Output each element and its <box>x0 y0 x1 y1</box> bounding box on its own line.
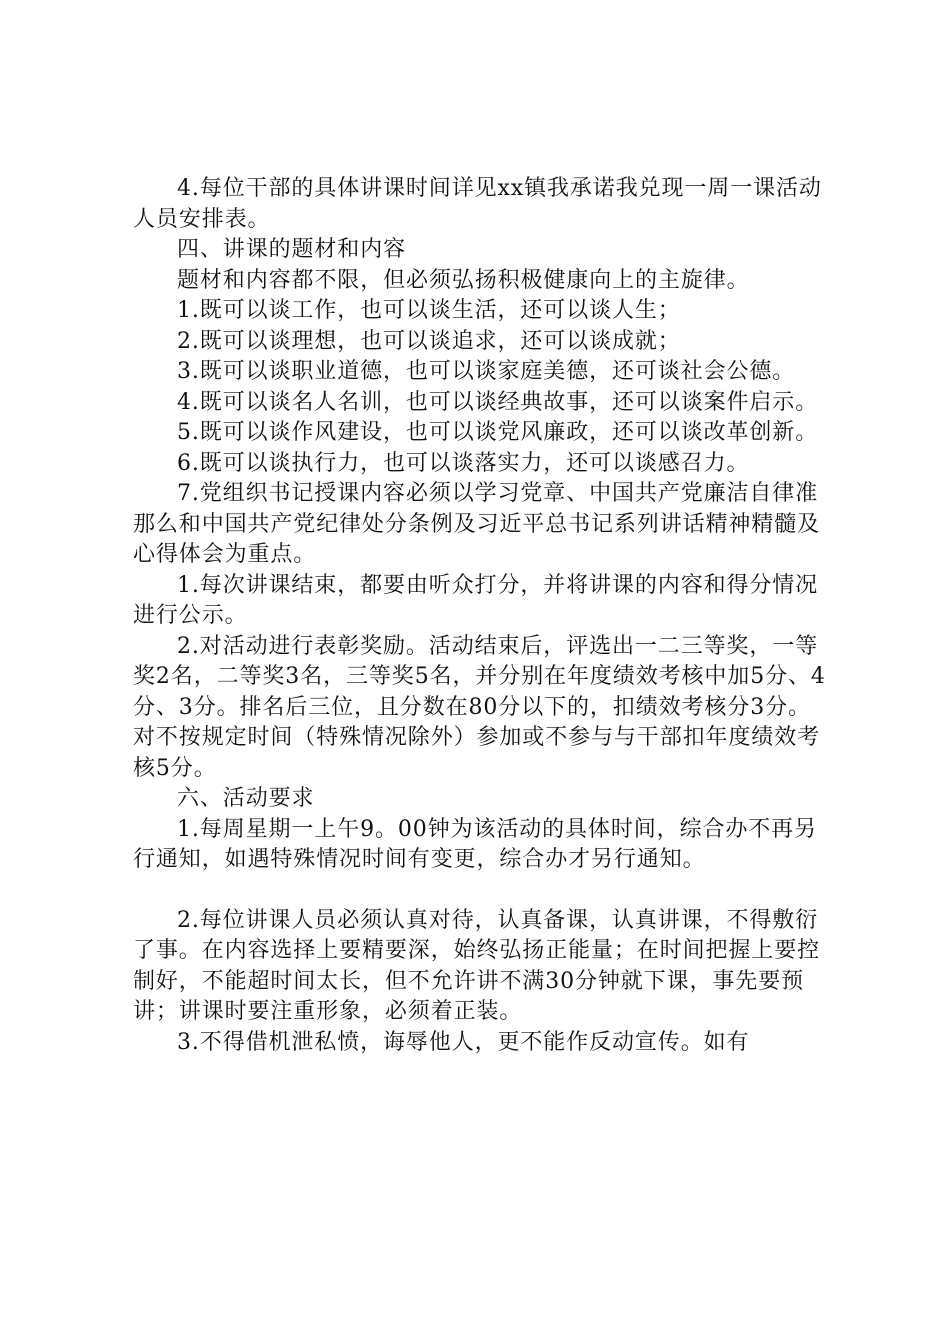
paragraph-14: 1.每周星期一上午9。00钟为该活动的具体时间，综合办不再另行通知，如遇特殊情况时间有变更，综合办才另行通知。 <box>133 816 817 872</box>
section-heading-6: 六、活动要求 <box>177 786 315 811</box>
paragraph-10: 7.党组织书记授课内容必须以学习党章、中国共产党廉洁自律准那么和中国共产党纪律处分条例及习近平总书记系列讲话精神精髓及心得体会为重点。 <box>133 481 821 567</box>
paragraph-15: 2.每位讲课人员必须认真对待，认真备课，认真讲课，不得敷衍了事。在内容选择上要精要深，始终弘扬正能量；在时间把握上要控制好，不能超时间太长，但不允许讲不满30分钟就下课，事先要预讲；讲课时要注重形象，必须着正装。 <box>133 907 821 1024</box>
paragraph-6: 3.既可以谈职业道德，也可以谈家庭美德，还可谈社会公德。 <box>177 359 796 384</box>
paragraph-16: 3.不得借机泄私愤，诲辱他人，更不能作反动宣传。如有 <box>177 1029 750 1055</box>
paragraph-12: 2.对活动进行表彰奖励。活动结束后，评选出一二三等奖，一等奖2名，二等奖3名，三等奖5名，并分别在年度绩效考核中加5分、4分、3分。排名后三位，且分数在80分以下的，扣绩效考核分3分。对不按规定时间（特殊情况除外）参加或不参与与干部扣年度绩效考核5分。 <box>133 633 826 781</box>
paragraph-9: 6.既可以谈执行力，也可以谈落实力，还可以谈感召力。 <box>177 450 750 476</box>
paragraph-5: 2.既可以谈理想，也可以谈追求，还可以谈成就； <box>177 328 681 354</box>
paragraph-8: 5.既可以谈作风建设，也可以谈党风廉政，还可以谈改革创新。 <box>177 420 819 445</box>
paragraph-11: 1.每次讲课结束，都要由听众打分，并将讲课的内容和得分情况进行公示。 <box>133 572 819 628</box>
document-body <box>133 174 833 1058</box>
paragraph-4: 1.既可以谈工作，也可以谈生活，还可以谈人生； <box>177 298 681 323</box>
paragraph-7: 4.既可以谈名人名训，也可以谈经典故事，还可以谈案件启示。 <box>177 389 819 415</box>
paragraph-1: 4.每位干部的具体讲课时间详见xx镇我承诺我兑现一周一课活动人员安排表。 <box>133 176 822 232</box>
paragraph-3: 题材和内容都不限，但必须弘扬积极健康向上的主旋律。 <box>177 267 750 293</box>
section-heading-4: 四、讲课的题材和内容 <box>177 237 407 262</box>
